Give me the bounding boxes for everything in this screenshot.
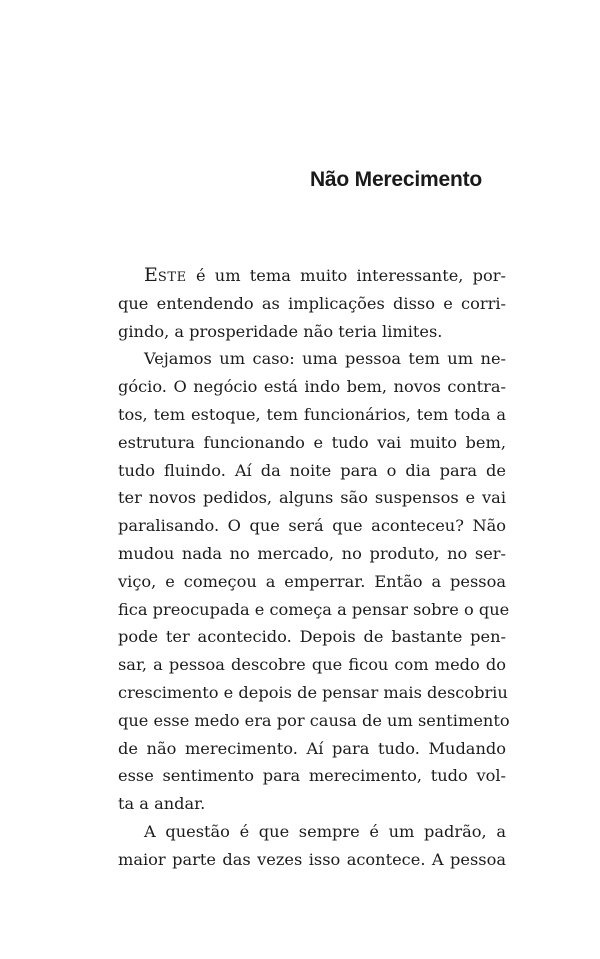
- text-line: paralisando. O que será que aconteceu? Não: [118, 516, 506, 536]
- paragraph-3: [118, 818, 506, 874]
- text-line: maior parte das vezes isso acontece. A pessoa: [118, 849, 506, 869]
- text-line: ta a andar.: [118, 794, 206, 814]
- text-line: ter novos pedidos, alguns são suspensos e vai: [118, 488, 506, 508]
- body-text: [118, 262, 510, 874]
- paragraph-2: [118, 345, 510, 818]
- text-line: tudo fluindo. Aí da noite para o dia para de: [118, 460, 506, 480]
- chapter-title: Não Merecimento: [309, 168, 482, 191]
- text-line: crescimento e depois de pensar mais descobriu: [118, 682, 508, 702]
- text-line: tos, tem estoque, tem funcionários, tem toda a: [118, 404, 506, 424]
- text-line: A questão é que sempre é um padrão, a: [144, 821, 506, 841]
- text-line: gócio. O negócio está indo bem, novos contra-: [118, 377, 506, 397]
- text-line: pode ter acontecido. Depois de bastante pen-: [118, 627, 506, 647]
- text-line: Vejamos um caso: uma pessoa tem um ne-: [144, 349, 506, 369]
- lead-small-caps: STE: [157, 270, 187, 285]
- text-line: que entendendo as implicações disso e corri-: [118, 293, 506, 313]
- text-line: viço, e começou a emperrar. Então a pessoa: [118, 571, 506, 591]
- lead-capital: E: [144, 264, 158, 286]
- text-line: fica preocupada e começa a pensar sobre o que: [118, 599, 510, 619]
- text-line: sar, a pessoa descobre que ficou com medo do: [118, 655, 506, 675]
- paragraph-1: [118, 262, 506, 345]
- text-line: gindo, a prosperidade não teria limites.: [118, 321, 443, 341]
- line-text: é um tema muito interessante, por-: [186, 266, 506, 285]
- text-line: estrutura funcionando e tudo vai muito bem,: [118, 432, 506, 452]
- text-line: esse sentimento para merecimento, tudo vol-: [118, 766, 506, 786]
- text-line: [118, 262, 506, 290]
- text-line: que esse medo era por causa de um sentimento: [118, 710, 510, 730]
- text-line: de não merecimento. Aí para tudo. Mudando: [118, 738, 506, 758]
- text-line: mudou nada no mercado, no produto, no ser-: [118, 543, 506, 563]
